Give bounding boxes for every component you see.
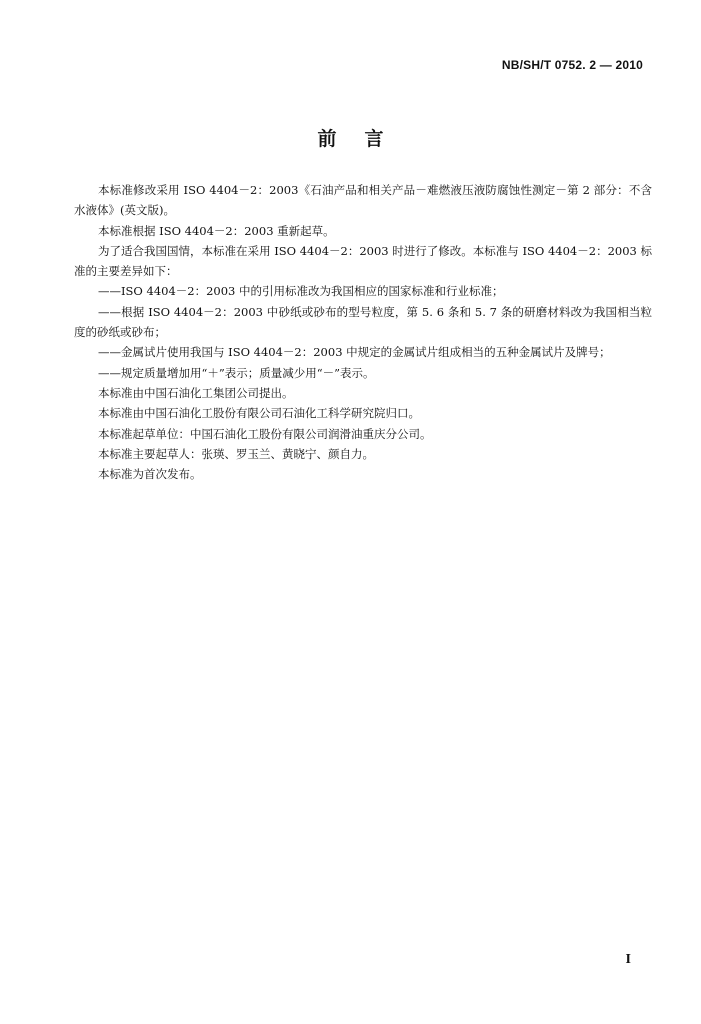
paragraph-difference-mass-sign: ——规定质量增加用“＋”表示；质量减少用“－”表示。 [98, 365, 375, 380]
foreword-body [74, 180, 652, 484]
paragraph-drafting-unit: 本标准起草单位：中国石油化工股份有限公司润滑油重庆分公司。 [98, 426, 432, 441]
paragraph-drafters: 本标准主要起草人：张瑛、罗玉兰、黄晓宁、颜自力。 [98, 446, 374, 461]
paragraph-difference-metal-specimens: ——金属试片使用我国与 ISO 4404－2：2003 中规定的金属试片组成相当的五种金属试片及牌号； [98, 345, 611, 360]
standard-code: NB/SH/T 0752. 2 — 2010 [501, 58, 643, 72]
page-number: I [625, 952, 631, 967]
paragraph-proposer: 本标准由中国石油化工集团公司提出。 [98, 385, 294, 400]
paragraph-difference-references: ——ISO 4404－2：2003 中的引用标准改为我国相应的国家标准和行业标准； [98, 284, 504, 299]
page-title: 前言 [317, 128, 412, 150]
paragraph-centralized: 本标准由中国石油化工股份有限公司石油化工科学研究院归口。 [98, 406, 420, 421]
paragraph-first-release: 本标准为首次发布。 [98, 467, 202, 482]
paragraph-modifications: 为了适合我国国情，本标准在采用 ISO 4404－2：2003 时进行了修改。本标准与 ISO 4404－2：2003 标准的主要差异如下： [74, 243, 652, 279]
paragraph-difference-abrasives: ——根据 ISO 4404－2：2003 中砂纸或砂布的型号粒度，第 5. 6 条和 5. 7 条的研磨材料改为我国相当粒度的砂纸或砂布； [74, 304, 652, 340]
paragraph-redrafted: 本标准根据 ISO 4404－2：2003 重新起草。 [98, 223, 335, 238]
paragraph-adoption: 本标准修改采用 ISO 4404－2：2003《石油产品和相关产品－难燃液压液防腐蚀性测定－第 2 部分：不含水液体》(英文版)。 [74, 183, 652, 218]
